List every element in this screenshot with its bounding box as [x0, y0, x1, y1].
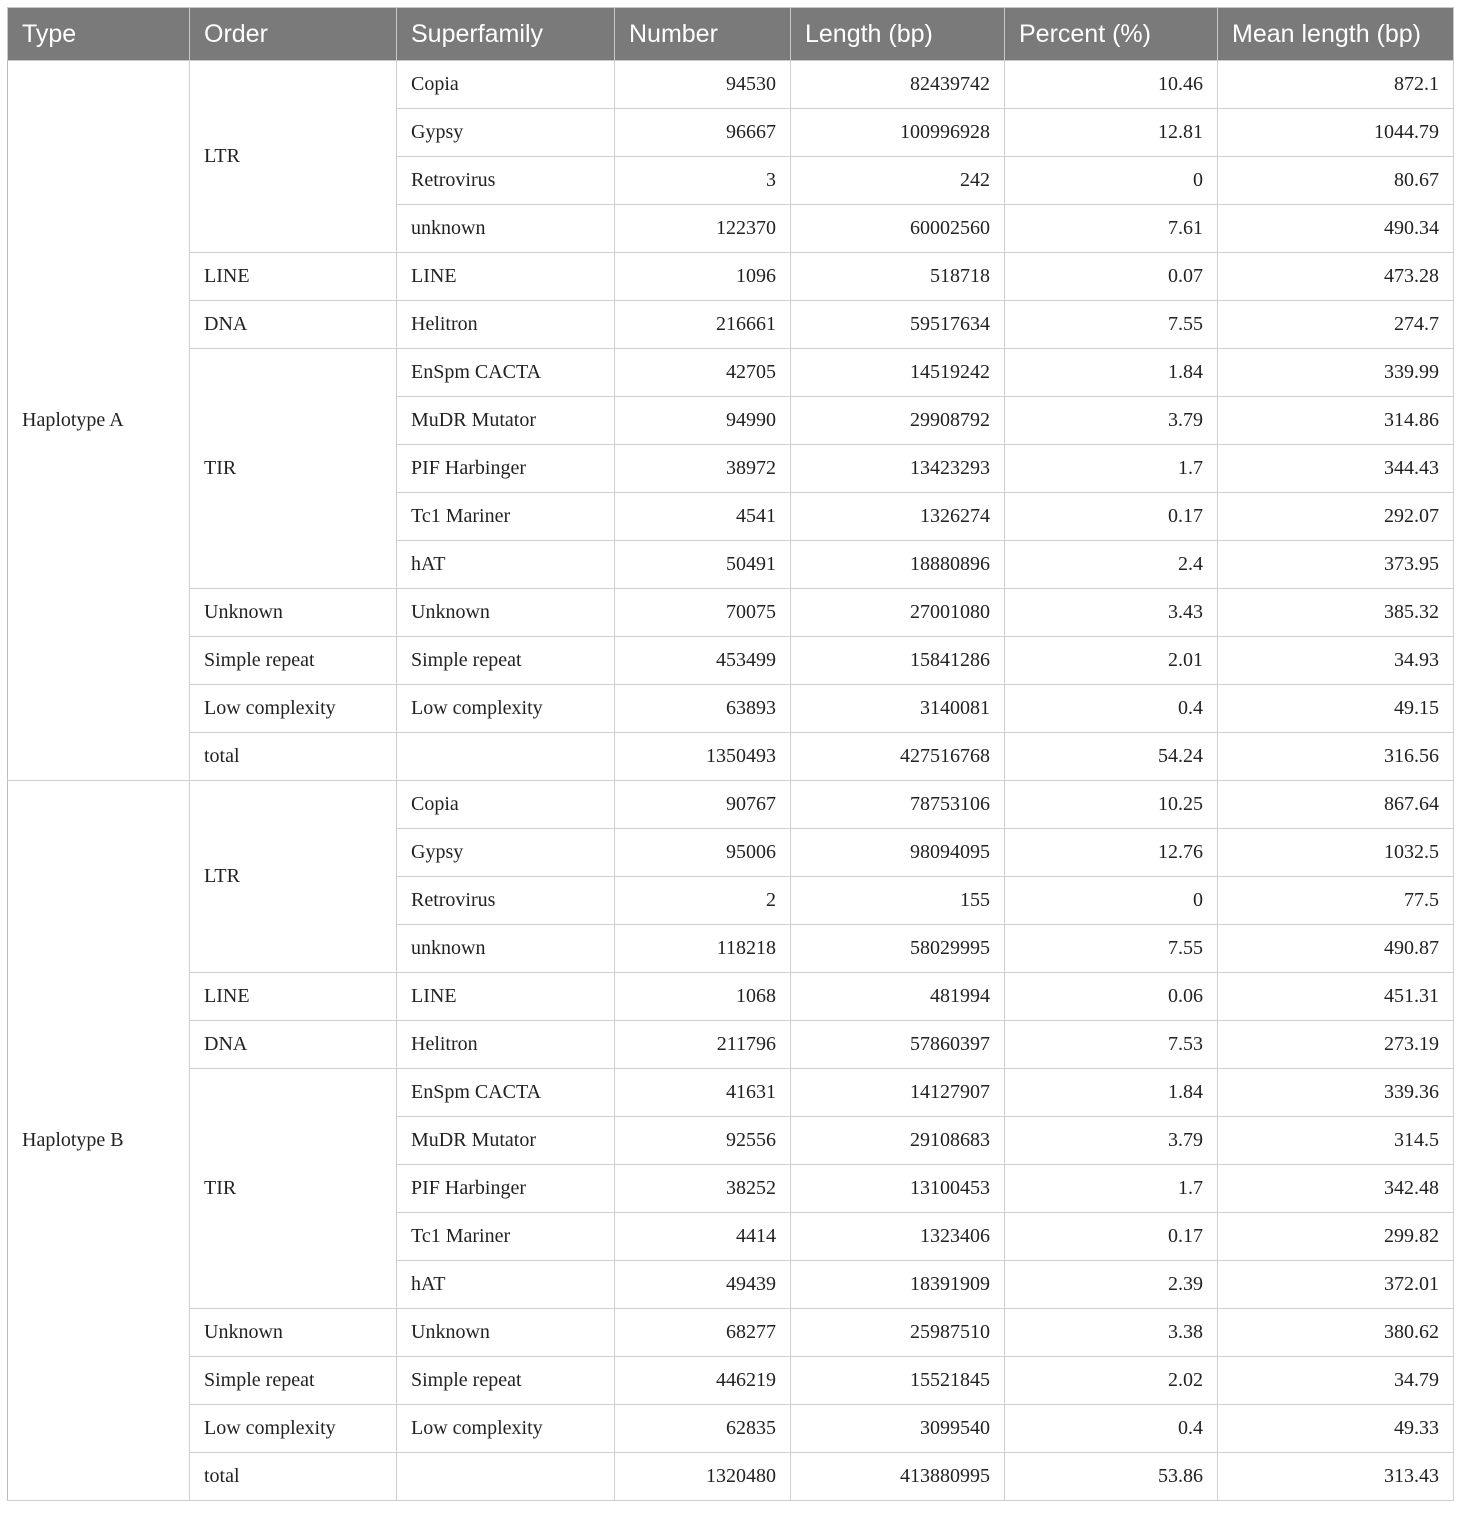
order-cell: LINE: [190, 973, 397, 1021]
length-cell: 100996928: [791, 109, 1005, 157]
superfamily-cell: Retrovirus: [397, 877, 615, 925]
order-cell: Simple repeat: [190, 637, 397, 685]
length-cell: 60002560: [791, 205, 1005, 253]
percent-cell: 2.4: [1005, 541, 1218, 589]
length-cell: 29108683: [791, 1117, 1005, 1165]
number-cell: 95006: [615, 829, 791, 877]
percent-cell: 7.53: [1005, 1021, 1218, 1069]
superfamily-cell: LINE: [397, 973, 615, 1021]
superfamily-cell: LINE: [397, 253, 615, 301]
percent-cell: 2.02: [1005, 1357, 1218, 1405]
percent-cell: 10.25: [1005, 781, 1218, 829]
mean-length-cell: 385.32: [1218, 589, 1454, 637]
length-cell: 1323406: [791, 1213, 1005, 1261]
table-row: [8, 1021, 1454, 1069]
table-row: [8, 589, 1454, 637]
superfamily-cell: Tc1 Mariner: [397, 493, 615, 541]
percent-cell: 2.01: [1005, 637, 1218, 685]
header-row: [8, 8, 1454, 61]
table-row: [8, 1069, 1454, 1117]
superfamily-cell: Tc1 Mariner: [397, 1213, 615, 1261]
number-cell: 94990: [615, 397, 791, 445]
table-row: [8, 973, 1454, 1021]
length-cell: 18880896: [791, 541, 1005, 589]
length-cell: 25987510: [791, 1309, 1005, 1357]
length-cell: 15841286: [791, 637, 1005, 685]
percent-cell: 12.76: [1005, 829, 1218, 877]
percent-cell: 0.17: [1005, 1213, 1218, 1261]
order-cell: total: [190, 733, 397, 781]
length-cell: 82439742: [791, 61, 1005, 109]
length-cell: 98094095: [791, 829, 1005, 877]
column-header-percent: Percent (%): [1005, 8, 1218, 61]
mean-length-cell: 342.48: [1218, 1165, 1454, 1213]
number-cell: 38252: [615, 1165, 791, 1213]
mean-length-cell: 314.5: [1218, 1117, 1454, 1165]
percent-cell: 3.79: [1005, 1117, 1218, 1165]
number-cell: 1350493: [615, 733, 791, 781]
superfamily-cell: PIF Harbinger: [397, 1165, 615, 1213]
percent-cell: 2.39: [1005, 1261, 1218, 1309]
number-cell: 1320480: [615, 1453, 791, 1501]
percent-cell: 0: [1005, 157, 1218, 205]
column-header-order: Order: [190, 8, 397, 61]
table-row: [8, 253, 1454, 301]
percent-cell: 1.7: [1005, 1165, 1218, 1213]
percent-cell: 1.84: [1005, 349, 1218, 397]
number-cell: 4414: [615, 1213, 791, 1261]
length-cell: 15521845: [791, 1357, 1005, 1405]
number-cell: 42705: [615, 349, 791, 397]
table-row: [8, 61, 1454, 109]
percent-cell: 7.55: [1005, 301, 1218, 349]
mean-length-cell: 292.07: [1218, 493, 1454, 541]
length-cell: 242: [791, 157, 1005, 205]
mean-length-cell: 473.28: [1218, 253, 1454, 301]
mean-length-cell: 872.1: [1218, 61, 1454, 109]
superfamily-cell: Unknown: [397, 1309, 615, 1357]
number-cell: 90767: [615, 781, 791, 829]
mean-length-cell: 274.7: [1218, 301, 1454, 349]
mean-length-cell: 1044.79: [1218, 109, 1454, 157]
order-cell: DNA: [190, 1021, 397, 1069]
mean-length-cell: 314.86: [1218, 397, 1454, 445]
table-row: [8, 1453, 1454, 1501]
length-cell: 3140081: [791, 685, 1005, 733]
number-cell: 70075: [615, 589, 791, 637]
superfamily-cell: hAT: [397, 1261, 615, 1309]
mean-length-cell: 339.99: [1218, 349, 1454, 397]
table-row: [8, 301, 1454, 349]
length-cell: 3099540: [791, 1405, 1005, 1453]
length-cell: 413880995: [791, 1453, 1005, 1501]
order-cell: TIR: [190, 1069, 397, 1309]
number-cell: 3: [615, 157, 791, 205]
length-cell: 155: [791, 877, 1005, 925]
percent-cell: 0.06: [1005, 973, 1218, 1021]
order-cell: Simple repeat: [190, 1357, 397, 1405]
number-cell: 1096: [615, 253, 791, 301]
superfamily-cell: Unknown: [397, 589, 615, 637]
order-cell: total: [190, 1453, 397, 1501]
type-cell: Haplotype B: [8, 781, 190, 1501]
mean-length-cell: 80.67: [1218, 157, 1454, 205]
length-cell: 1326274: [791, 493, 1005, 541]
mean-length-cell: 77.5: [1218, 877, 1454, 925]
number-cell: 2: [615, 877, 791, 925]
superfamily-cell: unknown: [397, 205, 615, 253]
mean-length-cell: 273.19: [1218, 1021, 1454, 1069]
number-cell: 49439: [615, 1261, 791, 1309]
order-cell: LTR: [190, 61, 397, 253]
percent-cell: 12.81: [1005, 109, 1218, 157]
number-cell: 63893: [615, 685, 791, 733]
table-row: [8, 349, 1454, 397]
column-header-type: Type: [8, 8, 190, 61]
percent-cell: 3.79: [1005, 397, 1218, 445]
length-cell: 78753106: [791, 781, 1005, 829]
length-cell: 18391909: [791, 1261, 1005, 1309]
superfamily-cell: Copia: [397, 61, 615, 109]
superfamily-cell: Helitron: [397, 301, 615, 349]
column-header-mean-length: Mean length (bp): [1218, 8, 1454, 61]
table-row: [8, 733, 1454, 781]
length-cell: 29908792: [791, 397, 1005, 445]
number-cell: 68277: [615, 1309, 791, 1357]
number-cell: 118218: [615, 925, 791, 973]
mean-length-cell: 372.01: [1218, 1261, 1454, 1309]
repeat-annotation-table: [7, 7, 1454, 1501]
number-cell: 96667: [615, 109, 791, 157]
superfamily-cell: EnSpm CACTA: [397, 1069, 615, 1117]
superfamily-cell: Low complexity: [397, 1405, 615, 1453]
percent-cell: 1.84: [1005, 1069, 1218, 1117]
table-row: [8, 1309, 1454, 1357]
length-cell: 13100453: [791, 1165, 1005, 1213]
mean-length-cell: 490.34: [1218, 205, 1454, 253]
number-cell: 1068: [615, 973, 791, 1021]
percent-cell: 54.24: [1005, 733, 1218, 781]
superfamily-cell: unknown: [397, 925, 615, 973]
order-cell: LINE: [190, 253, 397, 301]
length-cell: 27001080: [791, 589, 1005, 637]
number-cell: 94530: [615, 61, 791, 109]
percent-cell: 0.07: [1005, 253, 1218, 301]
number-cell: 50491: [615, 541, 791, 589]
table-row: [8, 637, 1454, 685]
superfamily-cell: Low complexity: [397, 685, 615, 733]
length-cell: 14519242: [791, 349, 1005, 397]
superfamily-cell: [397, 733, 615, 781]
order-cell: DNA: [190, 301, 397, 349]
number-cell: 211796: [615, 1021, 791, 1069]
percent-cell: 3.38: [1005, 1309, 1218, 1357]
superfamily-cell: [397, 1453, 615, 1501]
mean-length-cell: 34.79: [1218, 1357, 1454, 1405]
length-cell: 481994: [791, 973, 1005, 1021]
type-cell: Haplotype A: [8, 61, 190, 781]
mean-length-cell: 339.36: [1218, 1069, 1454, 1117]
length-cell: 427516768: [791, 733, 1005, 781]
superfamily-cell: Helitron: [397, 1021, 615, 1069]
mean-length-cell: 867.64: [1218, 781, 1454, 829]
number-cell: 453499: [615, 637, 791, 685]
number-cell: 62835: [615, 1405, 791, 1453]
percent-cell: 0.4: [1005, 685, 1218, 733]
percent-cell: 0.17: [1005, 493, 1218, 541]
mean-length-cell: 299.82: [1218, 1213, 1454, 1261]
column-header-length: Length (bp): [791, 8, 1005, 61]
order-cell: LTR: [190, 781, 397, 973]
percent-cell: 7.55: [1005, 925, 1218, 973]
order-cell: TIR: [190, 349, 397, 589]
mean-length-cell: 313.43: [1218, 1453, 1454, 1501]
table-row: [8, 685, 1454, 733]
number-cell: 4541: [615, 493, 791, 541]
percent-cell: 53.86: [1005, 1453, 1218, 1501]
mean-length-cell: 34.93: [1218, 637, 1454, 685]
mean-length-cell: 49.15: [1218, 685, 1454, 733]
superfamily-cell: PIF Harbinger: [397, 445, 615, 493]
table-header: [8, 8, 1454, 61]
number-cell: 38972: [615, 445, 791, 493]
percent-cell: 10.46: [1005, 61, 1218, 109]
table-row: [8, 781, 1454, 829]
column-header-number: Number: [615, 8, 791, 61]
order-cell: Unknown: [190, 1309, 397, 1357]
percent-cell: 0.4: [1005, 1405, 1218, 1453]
superfamily-cell: Gypsy: [397, 829, 615, 877]
mean-length-cell: 451.31: [1218, 973, 1454, 1021]
order-cell: Low complexity: [190, 1405, 397, 1453]
percent-cell: 3.43: [1005, 589, 1218, 637]
superfamily-cell: hAT: [397, 541, 615, 589]
number-cell: 216661: [615, 301, 791, 349]
length-cell: 57860397: [791, 1021, 1005, 1069]
number-cell: 41631: [615, 1069, 791, 1117]
table-row: [8, 1357, 1454, 1405]
order-cell: Unknown: [190, 589, 397, 637]
number-cell: 122370: [615, 205, 791, 253]
table-body: [8, 61, 1454, 1501]
length-cell: 58029995: [791, 925, 1005, 973]
length-cell: 59517634: [791, 301, 1005, 349]
superfamily-cell: MuDR Mutator: [397, 1117, 615, 1165]
percent-cell: 0: [1005, 877, 1218, 925]
length-cell: 13423293: [791, 445, 1005, 493]
mean-length-cell: 490.87: [1218, 925, 1454, 973]
table-row: [8, 1405, 1454, 1453]
mean-length-cell: 49.33: [1218, 1405, 1454, 1453]
number-cell: 92556: [615, 1117, 791, 1165]
mean-length-cell: 316.56: [1218, 733, 1454, 781]
superfamily-cell: Simple repeat: [397, 1357, 615, 1405]
column-header-superfamily: Superfamily: [397, 8, 615, 61]
superfamily-cell: EnSpm CACTA: [397, 349, 615, 397]
superfamily-cell: Retrovirus: [397, 157, 615, 205]
mean-length-cell: 344.43: [1218, 445, 1454, 493]
order-cell: Low complexity: [190, 685, 397, 733]
percent-cell: 1.7: [1005, 445, 1218, 493]
superfamily-cell: Copia: [397, 781, 615, 829]
mean-length-cell: 380.62: [1218, 1309, 1454, 1357]
length-cell: 518718: [791, 253, 1005, 301]
superfamily-cell: MuDR Mutator: [397, 397, 615, 445]
percent-cell: 7.61: [1005, 205, 1218, 253]
number-cell: 446219: [615, 1357, 791, 1405]
superfamily-cell: Gypsy: [397, 109, 615, 157]
length-cell: 14127907: [791, 1069, 1005, 1117]
mean-length-cell: 1032.5: [1218, 829, 1454, 877]
superfamily-cell: Simple repeat: [397, 637, 615, 685]
mean-length-cell: 373.95: [1218, 541, 1454, 589]
